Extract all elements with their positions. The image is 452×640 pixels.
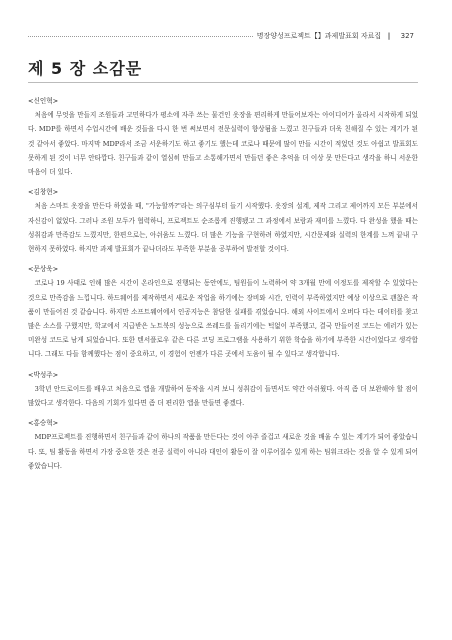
reflection-text: 코로나 19 사태로 인해 많은 시간이 온라인으로 진행되는 동안에도, 팀원들이 노력하여 약 3개월 만에 이정도를 제작할 수 있었다는 것으로 만족감을 느낍니다. 하드웨어를 제작하면서 새로운 작업을 하기에는 장비와 시간, 인력이 부족하였지만 예상 이상으로 괜찮은 작품이 만들어진 것 같습니다. 하지만 소프트웨어에서 인공지능은 참담한 실패를 겪었습니다. 해외 사이트에서 오버다 다는 데이터를 찾고 많은 소스를 구했지만, 학교에서 지급받은 노트북의 성능으로 쓰레드를 돌리기에는 턱없이 부족했고, 결국 만들어진 코드는 에러가 있는 미완성 코드로 남게 되었습니다. 또한 텐서플로우 같은 다른 코딩 프로그램을 사용하기 위한 학습을 하기에 부족한 시간이었다고 생각합니다. 그래도 다들 함께했다는 점이 중요하고, 이 경험이 언젠가 다른 곳에서 도움이 될 수 있다고 생각합니다.: [28, 279, 418, 359]
reflection-text: MDP프로젝트를 진행하면서 친구들과 같이 하나의 작품을 만든다는 것이 아주 즐겁고 새로운 것을 배울 수 있는 계기가 되어 좋았습니다. 또, 팀 활동을 하면서 가장 중요한 것은 전공 실력이 아니라 대인이 활동이 잘 이루어질수 있게 하는 팀워크라는 것을 알 수 있게 되어 좋았습니다.: [28, 433, 418, 470]
title-divider: [28, 82, 418, 83]
header-separator: ‖: [387, 32, 391, 40]
reflection-section: [28, 185, 418, 256]
reflection-section: [28, 94, 418, 179]
chapter-title: 제 5 장 소감문: [28, 59, 143, 78]
header-dotted-leader: [28, 35, 253, 37]
page-number: 327: [400, 32, 414, 40]
reflection-author: <홍승혁>: [28, 419, 59, 428]
reflection-text: 처음 스마트 옷장을 만든다 하였을 때, "가능할까?"라는 의구심부터 들기 시작했다. 옷장의 설계, 제작 그리고 제어까지 모든 부분에서 자신감이 없었다. 그러나 조원 모두가 협력하니, 프로젝트도 순조롭게 진행됐고 그 과정에서 보람과 재미를 느꼈다. 다 완성을 했을 때는 성취감과 만족감도 느꼈지만, 한편으로는, 아쉬움도 느꼈다. 더 많은 기능을 구현하려 하였지만, 시간문제와 실력의 한계를 느껴 끝내 구현하지 못하였다. 하지만 과제 발표회가 끝나더라도 부족한 부분을 공부하여 발전할 것이다.: [28, 202, 418, 254]
reflection-text: 3학년 안드로이드를 배우고 처음으로 앱을 개발하여 동작을 시켜 보니 성취감이 들면서도 약간 아쉬웠다. 아직 좀 더 보완해야 할 점이 많았다고 생각한다. 다음의 기회가 있다면 좀 더 편리한 앱을 만들면 좋겠다.: [28, 384, 418, 408]
reflection-section: [28, 262, 418, 361]
running-header: [28, 30, 414, 42]
reflection-author: <박성주>: [28, 370, 59, 379]
header-project-title: 명장양성프로젝트【: [256, 32, 318, 40]
reflection-section: [28, 368, 418, 411]
reflection-author: <김창현>: [28, 188, 59, 197]
reflection-author: <문상욱>: [28, 265, 59, 274]
reflections-body: [28, 94, 418, 479]
reflection-text: 처음에 무엇을 만들지 조원들과 고민하다가 평소에 자주 쓰는 물건인 옷장을 편리하게 만들어보자는 아이디어가 올라서 시작하게 되었다. MDP를 하면서 수업시간에 배운 것들을 다시 한 번 써보면서 전문실력이 향상됨을 느꼈고 친구들과 더욱 친해질 수 있는 계기가 된 것 같아서 좋았다. 마지막 MDP라서 조금 서운하기도 하고 좋기도 했는데 코로나 때문에 많이 만들 시간이 적었던 것도 아쉽고 발표회도 못하게 된 것이 너무 안타깝다. 친구들과 같이 열심히 만들고 소통해가면서 만들던 좋은 추억을 더 이상 못 만든다고 생각을 하니 서운한 마음이 더 있다.: [28, 111, 418, 177]
reflection-section: [28, 416, 418, 473]
reflection-author: <신인혁>: [28, 97, 59, 105]
header-collection-title: 】과제발표회 자료집: [317, 32, 382, 40]
